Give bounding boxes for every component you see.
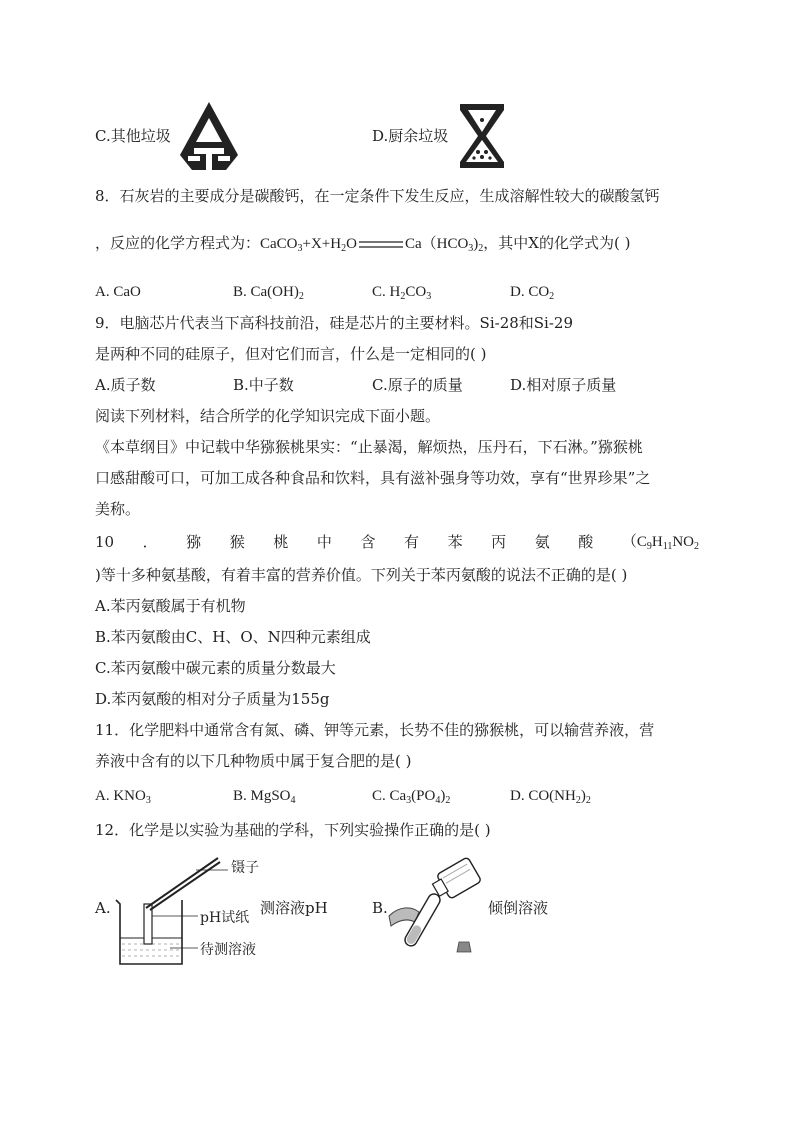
eq-mid: +X+H xyxy=(302,236,342,252)
q11-stem-line2: 养液中含有的以下几种物质中属于复合肥的是( ) xyxy=(95,752,412,770)
q12-option-b-caption: 倾倒溶液 xyxy=(488,899,549,917)
q12-label-test-liquid: 待测溶液 xyxy=(200,942,256,958)
q12-label-ph-paper: pH试纸 xyxy=(200,910,250,926)
material-paragraph-line2: 口感甜酸可口，可加工成各种食品和饮料，具有滋补强身等功效，享有“世界珍果”之 xyxy=(95,469,651,487)
q7-option-c: C.其他垃圾 xyxy=(95,127,171,145)
q10-number: 10 xyxy=(95,533,115,551)
eq-rhs: Ca（HCO xyxy=(404,236,469,252)
q8-option-c: C. $H_2CO_3$ xyxy=(372,284,432,302)
q12-option-b-label: B. xyxy=(372,899,388,917)
q11-option-d: D. $CO(NH_2)_2$ xyxy=(510,788,591,806)
formula-h: H xyxy=(651,534,663,550)
pouring-liquid-icon xyxy=(385,856,485,960)
other-waste-icon xyxy=(178,100,240,172)
q10-stem-line2: )等十多种氨基酸，有着丰富的营养价值。下列关于苯丙氨酸的说法不正确的是( ) xyxy=(95,566,628,584)
q8-stem-line1: 8．石灰岩的主要成分是碳酸钙，在一定条件下发生反应，生成溶解性较大的碳酸氢钙 xyxy=(95,187,660,205)
q12-label-tweezers: 镊子 xyxy=(231,860,259,876)
q7-option-d: D.厨余垃圾 xyxy=(372,127,449,145)
q11-option-d-text: D. CO xyxy=(510,788,550,804)
q11-option-b-text: B. MgSO xyxy=(233,788,291,804)
eq-o: O xyxy=(346,236,357,252)
q10-option-d: D.苯丙氨酸的相对分子质量为155g xyxy=(95,690,330,708)
q10-char: 氨 xyxy=(534,533,550,551)
q8-option-b-text: B. Ca(OH) xyxy=(233,284,299,300)
q11-option-c-text: C. Ca xyxy=(372,788,407,804)
q11-option-a-text: A. KNO xyxy=(95,788,146,804)
q12-option-a-caption: 测溶液pH xyxy=(260,899,328,917)
material-paragraph-line1: 《本草纲目》中记载中华猕猴桃果实：“止暴渴，解烦热，压丹石，下石淋。”猕猴桃 xyxy=(95,438,643,456)
q11-option-c: C. $Ca_3(PO_4)_2$ xyxy=(372,788,451,806)
q8-stem-prefix: ，反应的化学方程式为： xyxy=(95,234,261,252)
eq-lhs: CaCO xyxy=(260,236,298,252)
equals-sign xyxy=(359,240,403,250)
q10-char: 含 xyxy=(360,533,376,551)
formula-no: NO xyxy=(672,534,694,550)
q10-option-a: A.苯丙氨酸属于有机物 xyxy=(95,597,246,615)
q10-char: 桃 xyxy=(273,533,289,551)
q10-option-c: C.苯丙氨酸中碳元素的质量分数最大 xyxy=(95,659,336,677)
q9-option-c: C.原子的质量 xyxy=(372,376,463,394)
q9-option-a: A.质子数 xyxy=(95,376,156,394)
q8-equation: $CaCO_3+X+H_2O$ $Ca(HCO_3)_2$ xyxy=(260,236,484,254)
q11-option-b: B. MgSO$_4$ xyxy=(233,788,296,806)
q11-stem-line1: 11．化学肥料中通常含有氮、磷、钾等元素，长势不佳的猕猴桃，可以输营养液，营 xyxy=(95,721,655,739)
q10-formula: （$C_9H_{11}NO_2$ xyxy=(621,534,699,552)
q8-stem-suffix: ，其中X的化学式为( ) xyxy=(483,234,631,252)
q10-char: 中 xyxy=(316,533,332,551)
q8-option-d: D. $CO_2$ xyxy=(510,284,555,302)
q10-char: 猴 xyxy=(229,533,245,551)
kitchen-waste-icon xyxy=(456,102,508,170)
material-paragraph-line3: 美称。 xyxy=(95,500,141,518)
q10-char: 酸 xyxy=(578,533,594,551)
q11-option-c-mid: (PO xyxy=(411,788,436,804)
q10-char: 猕 xyxy=(186,533,202,551)
q10-char: 苯 xyxy=(447,533,463,551)
q8-stem-line2 xyxy=(95,233,630,254)
q11-option-a: A. $KNO_3$ xyxy=(95,788,151,806)
q9-option-b: B.中子数 xyxy=(233,376,294,394)
q11-option-d-mid: (NH xyxy=(549,788,576,804)
q12-stem: 12．化学是以实验为基础的学科，下列实验操作正确的是( ) xyxy=(95,821,491,839)
q8-option-c-text: C. H xyxy=(372,284,401,300)
q8-option-d-text: D. CO xyxy=(510,284,550,300)
formula-open: （C xyxy=(621,534,647,550)
q10-option-b: B.苯丙氨酸由C、H、O、N四种元素组成 xyxy=(95,628,371,646)
q9-stem-line1: 9．电脑芯片代表当下高科技前沿，硅是芯片的主要材料。Si-28和Si-29 xyxy=(95,314,574,332)
q8-option-c-text2: CO xyxy=(405,284,427,300)
q12-option-a-label: A. xyxy=(95,899,111,917)
q9-stem-line2: 是两种不同的硅原子，但对它们而言，什么是一定相同的( ) xyxy=(95,345,487,363)
q10-stem-line1 xyxy=(95,532,699,552)
q8-option-a: A. CaO xyxy=(95,284,141,300)
material-intro: 阅读下列材料，结合所学的化学知识完成下面小题。 xyxy=(95,407,441,425)
q8-option-b: B. $Ca(OH)_2$ xyxy=(233,284,304,302)
q10-dot: ． xyxy=(142,533,158,551)
q9-option-d: D.相对原子质量 xyxy=(510,376,617,394)
q10-char: 丙 xyxy=(491,533,507,551)
q10-char: 有 xyxy=(404,533,420,551)
